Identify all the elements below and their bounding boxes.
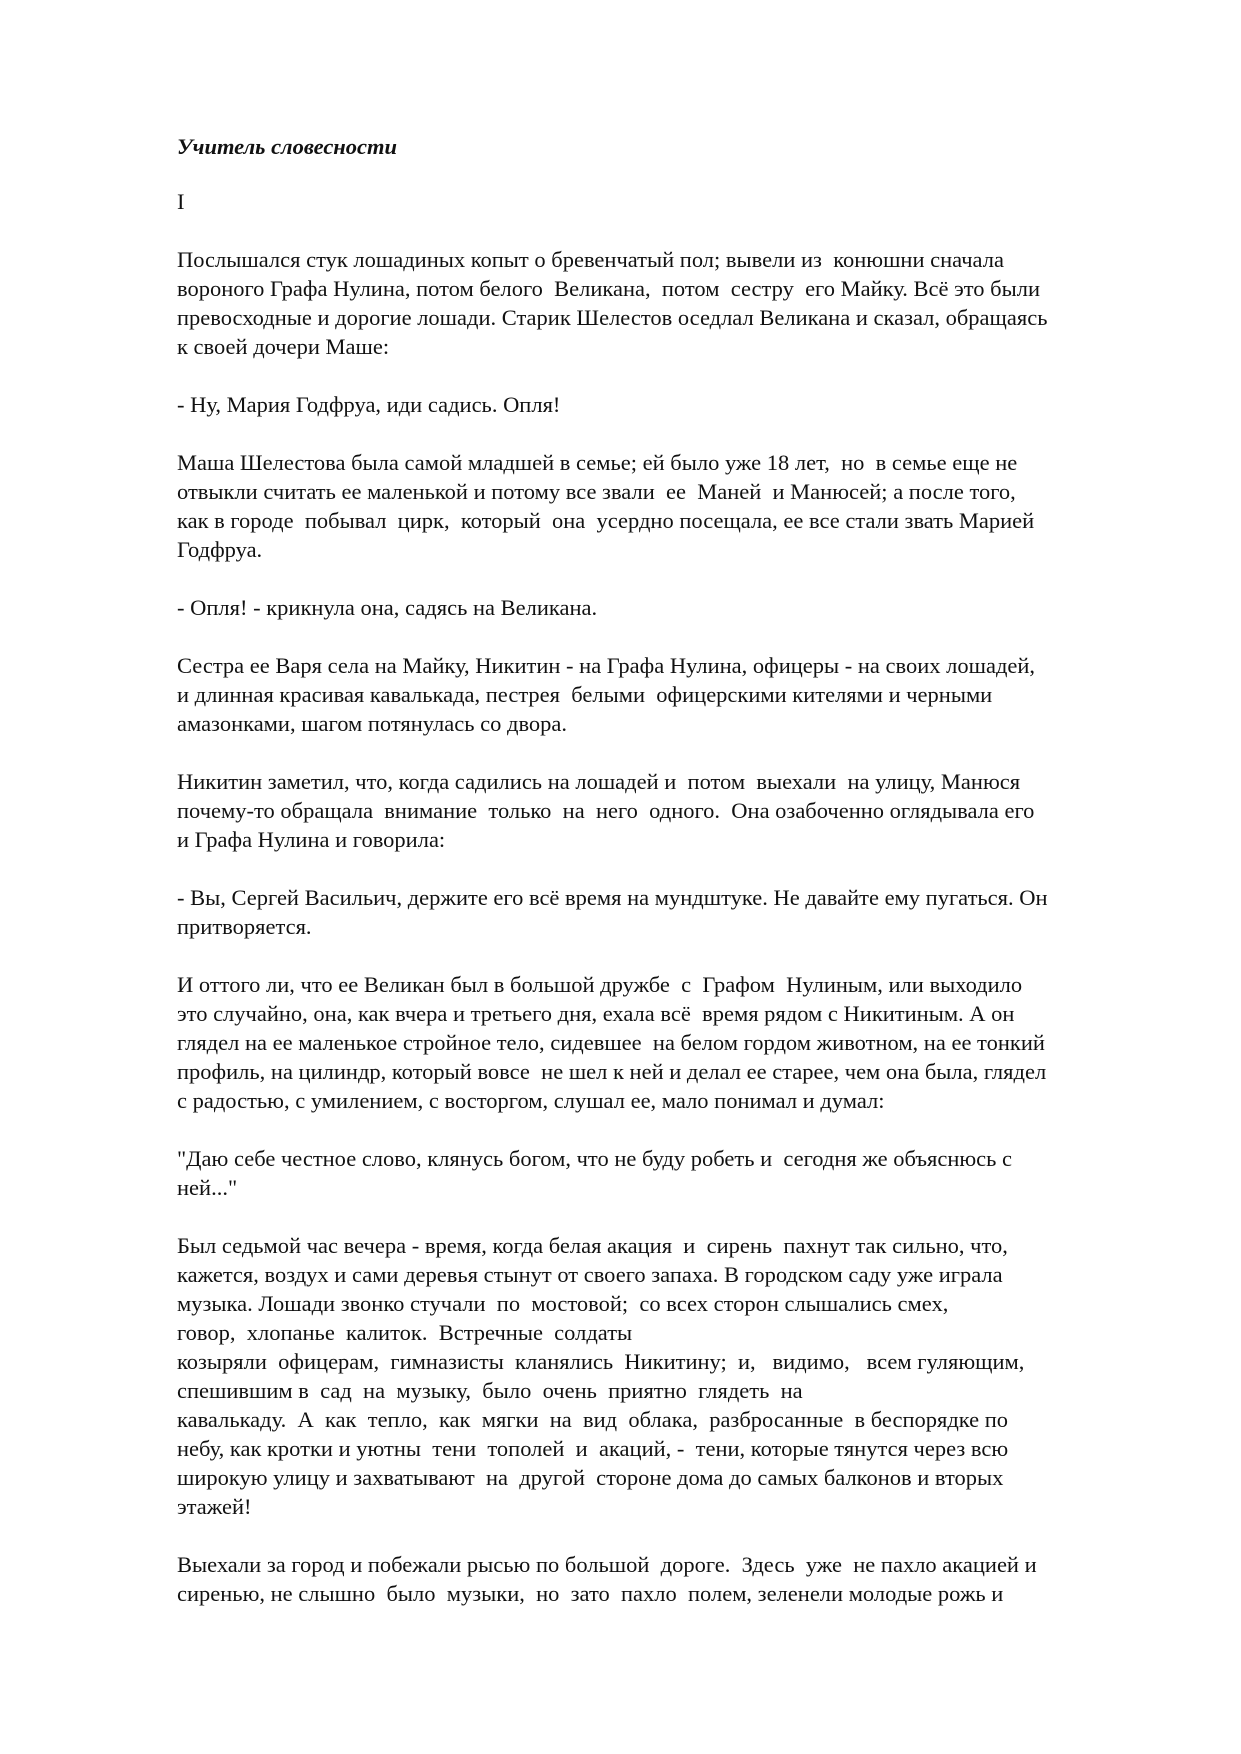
text-line: вороного Графа Нулина, потом белого Великана, потом сестру его Майку. Всё это были (177, 276, 1040, 301)
text-line: "Даю себе честное слово, клянусь богом, что не буду робеть и сегодня же объяснюсь с (177, 1146, 1013, 1171)
text-line: кажется, воздух и сами деревья стынут от своего запаха. В городском саду уже играла (177, 1262, 1003, 1287)
text-line: и Графа Нулина и говорила: (177, 827, 446, 852)
text-line: глядел на ее маленькое стройное тело, сидевшее на белом гордом животном, на ее тонкий (177, 1030, 1045, 1055)
text-line: спешившим в сад на музыку, было очень приятно глядеть на (177, 1378, 803, 1403)
text-line: небу, как кротки и уютны тени тополей и акаций, - тени, которые тянутся через всю (177, 1436, 1009, 1461)
text-line: сиренью, не слышно было музыки, но зато пахло полем, зеленели молодые рожь и (177, 1581, 1004, 1606)
text-line: превосходные и дорогие лошади. Старик Шелестов оседлал Великана и сказал, обращаясь (177, 305, 1048, 330)
text-line: это случайно, она, как вчера и третьего дня, ехала всё время рядом с Никитиным. А он (177, 1001, 1015, 1026)
document-title: Учитель словесности (177, 134, 398, 159)
text-line: и длинная красивая кавалькада, пестрея белыми офицерскими кителями и черными (177, 682, 993, 707)
text-line: - Ну, Мария Годфруа, иди садись. Опля! (177, 392, 561, 417)
text-line: - Опля! - крикнула она, садясь на Великана. (177, 595, 598, 620)
paragraph (177, 970, 1177, 1115)
text-line: - Вы, Сергей Васильич, держите его всё время на мундштуке. Не давайте ему пугаться. Он (177, 885, 1048, 910)
paragraph (177, 448, 1177, 564)
text-line: кавалькаду. А как тепло, как мягки на вид облака, разбросанные в беспорядке по (177, 1407, 1009, 1432)
text-line: Маша Шелестова была самой младшей в семье; ей было уже 18 лет, но в семье еще не (177, 450, 1018, 475)
text-line: Годфруа. (177, 537, 263, 562)
paragraph (177, 1550, 1177, 1608)
paragraph (177, 593, 1177, 622)
paragraph (177, 1231, 1177, 1521)
text-line: с радостью, с умилением, с восторгом, слушал ее, мало понимал и думал: (177, 1088, 885, 1113)
text-line: этажей! (177, 1494, 252, 1519)
paragraph (177, 651, 1177, 738)
paragraph-list (177, 245, 1177, 1608)
paragraph (177, 767, 1177, 854)
text-line: почему-то обращала внимание только на него одного. Она озабоченно оглядывала его (177, 798, 1035, 823)
text-line: профиль, на цилиндр, который вовсе не шел к ней и делал ее старее, чем она была, глядел (177, 1059, 1047, 1084)
text-line: притворяется. (177, 914, 312, 939)
text-line: к своей дочери Маше: (177, 334, 390, 359)
text-line: Был седьмой час вечера - время, когда белая акация и сирень пахнут так сильно, что, (177, 1233, 1008, 1258)
text-line: ней..." (177, 1175, 238, 1200)
text-line: козыряли офицерам, гимназисты кланялись Никитину; и, видимо, всем гуляющим, (177, 1349, 1025, 1374)
text-line: музыка. Лошади звонко стучали по мостовой; со всех сторон слышались смех, (177, 1291, 949, 1316)
text-line: как в городе побывал цирк, который она усердно посещала, ее все стали звать Марией (177, 508, 1035, 533)
text-line: отвыкли считать ее маленькой и потому все звали ее Маней и Манюсей; а после того, (177, 479, 1016, 504)
text-line: Никитин заметил, что, когда садились на лошадей и потом выехали на улицу, Манюся (177, 769, 1021, 794)
text-line: широкую улицу и захватывают на другой стороне дома до самых балконов и вторых (177, 1465, 1004, 1490)
chapter-number: I (177, 189, 185, 214)
text-line: говор, хлопанье калиток. Встречные солдаты (177, 1320, 633, 1345)
text-line: Послышался стук лошадиных копыт о бревенчатый пол; вывели из конюшни сначала (177, 247, 1004, 272)
text-line: Сестра ее Варя села на Майку, Никитин - на Графа Нулина, офицеры - на своих лошадей, (177, 653, 1036, 678)
paragraph (177, 1144, 1177, 1202)
paragraph (177, 245, 1177, 361)
paragraph (177, 390, 1177, 419)
document-page (177, 132, 1177, 1637)
paragraph (177, 883, 1177, 941)
text-line: Выехали за город и побежали рысью по большой дороге. Здесь уже не пахло акацией и (177, 1552, 1037, 1577)
text-line: И оттого ли, что ее Великан был в большой дружбе с Графом Нулиным, или выходило (177, 972, 1023, 997)
text-line: амазонками, шагом потянулась со двора. (177, 711, 568, 736)
